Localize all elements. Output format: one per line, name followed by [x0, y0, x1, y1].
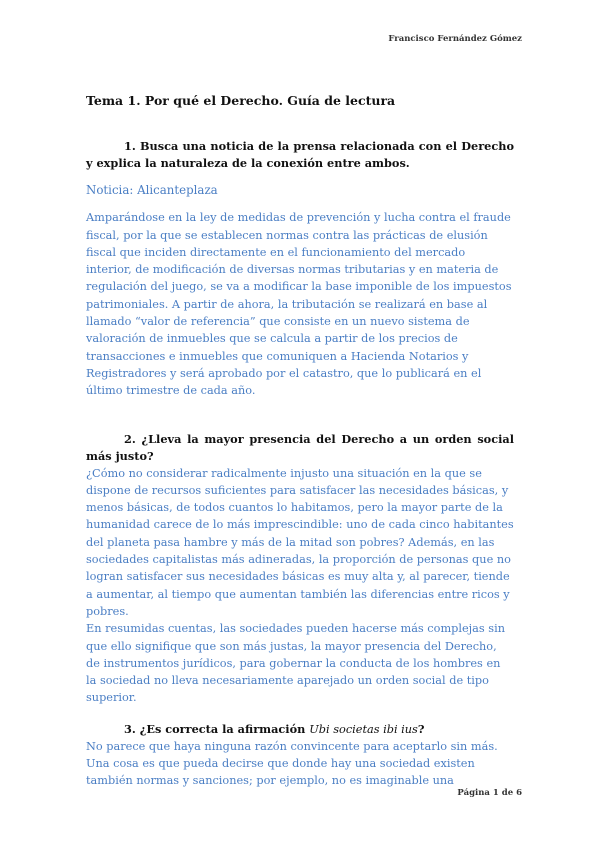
header-author: Francisco Fernández Gómez [388, 34, 522, 44]
answer-3: No parece que haya ninguna razón convincente para aceptarlo sin más. Una cosa es que pueda decirse que donde hay una sociedad existen también normas y sanciones; por ejemplo, no es imaginable una [86, 739, 498, 788]
answer-1-label: Noticia: Alicanteplaza [86, 183, 218, 197]
answer-1: Amparándose en la ley de medidas de prevención y lucha contra el fraude fiscal, por la que se establecen normas contra las prácticas de elusión fiscal que inciden directamente en el funcionamiento del mercado interior, de modificación de diversas normas tributarias y en materia de regulación del juego, se va a modificar la base imponible de los impuestos patrimoniales. A partir de ahora, la tributación se realizará en base al llamado “valor de referencia” que consiste en un nuevo sistema de valoración de inmuebles que se calcula a partir de los precios de transacciones e inmuebles que comuniquen a Hacienda Notarios y Registradores y será aprobado por el catastro, que lo publicará en el último trimestre de cada año. [86, 211, 512, 398]
question-1 [86, 138, 514, 172]
question-text: ¿Lleva la mayor presencia del Derecho a un orden social más justo? [86, 431, 514, 463]
question-2 [86, 431, 514, 465]
question-3 [86, 721, 514, 738]
document-body [86, 138, 514, 790]
question-number: 1. [124, 139, 136, 153]
question-text: ¿Es correcta la afirmación [139, 721, 310, 736]
question-text: Busca una noticia de la prensa relacionada con el Derecho y explica la naturaleza de la conexión entre ambos. [86, 139, 514, 170]
question-text-end: ? [417, 721, 425, 736]
answer-2-paragraph-2: En resumidas cuentas, las sociedades pueden hacerse más complejas sin que ello signifique que son más justas, la mayor presencia del Derecho, de instrumentos jurídicos, para gobernar la conducta de los hombres en la sociedad no lleva necesariamente aparejado un orden social de tipo superior. [86, 622, 505, 705]
answer-2-paragraph-1: ¿Cómo no considerar radicalmente injusto una situación en la que se dispone de recursos suficientes para satisfacer las necesidades básicas, y menos básicas, de todos cuantos lo habitamos, pero la mayor parte de la humanidad carece de lo más imprescindible: uno de cada cinco habitantes del planeta pasa hambre y más de la mitad son pobres? Además, en las sociedades capitalistas más adineradas, la proporción de personas que no logran satisfacer sus necesidades básicas es muy alta y, al parecer, tiende a aumentar, al tiempo que aumentan también las diferencias entre ricos y pobres. [86, 466, 514, 618]
question-number: 3. [124, 721, 136, 736]
question-number: 2. [124, 431, 136, 446]
document-title: Tema 1. Por qué el Derecho. Guía de lectura [86, 93, 396, 108]
page-number: Página 1 de 6 [457, 788, 522, 798]
question-text-latin: Ubi societas ibi ius [309, 722, 418, 736]
